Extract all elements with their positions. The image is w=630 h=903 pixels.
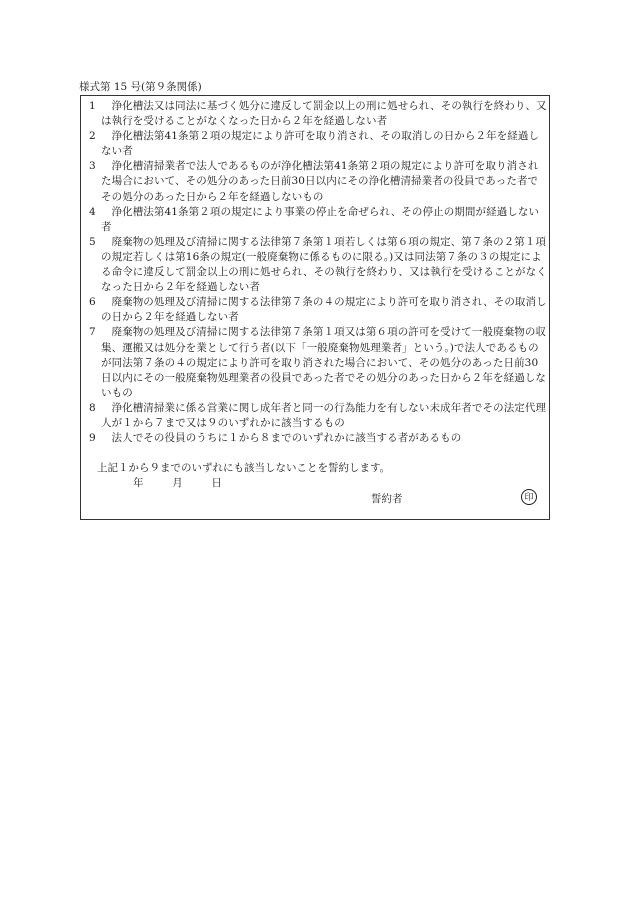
clause-text: 廃棄物の処理及び清掃に関する法律第７条第１項又は第６項の許可を受けて一般廃棄物の収集、運搬又は処分を業として行う者(以下「一般廃棄物処理業者」という。)で法人であるものが同法第７条の４の規定により許可を取り消された場合において、その処分のあった日前30日以内にその一般廃棄物処理業者の役員であった者でその処分のあった日から２年を経過しないもの bbox=[101, 326, 547, 399]
clause-text: 浄化槽法第41条第２項の規定により許可を取り消され、その取消しの日から２年を経過しない者 bbox=[101, 130, 540, 158]
pledge-form-box bbox=[80, 95, 550, 520]
clause-number: 8 bbox=[89, 401, 96, 414]
clause-number: 9 bbox=[89, 432, 96, 445]
clause-number: 3 bbox=[89, 160, 96, 173]
clause-9 bbox=[88, 431, 548, 446]
clause-number: 5 bbox=[89, 235, 96, 248]
clause-5 bbox=[88, 235, 548, 295]
clause-8 bbox=[88, 401, 548, 431]
clause-6 bbox=[88, 295, 548, 325]
signer-label: 誓約者 bbox=[371, 493, 403, 505]
date-line bbox=[133, 476, 222, 490]
clause-text: 廃棄物の処理及び清掃に関する法律第７条の４の規定により許可を取り消され、その取消しの日から２年を経過しない者 bbox=[101, 296, 547, 324]
clause-number: 7 bbox=[89, 326, 96, 339]
clause-4 bbox=[88, 205, 548, 235]
year-label: 年 bbox=[133, 477, 144, 489]
clause-1 bbox=[88, 99, 548, 129]
clause-2 bbox=[88, 129, 548, 159]
clause-3 bbox=[88, 159, 548, 204]
clause-7 bbox=[88, 325, 548, 400]
pledge-statement: 上記１から９までのいずれにも該当しないことを誓約します。 bbox=[97, 462, 391, 474]
disqualification-clauses bbox=[88, 99, 548, 446]
clause-text: 法人でその役員のうちに１から８までのいずれかに該当する者があるもの bbox=[111, 432, 462, 445]
clause-number: 4 bbox=[89, 205, 96, 218]
clause-text: 浄化槽清掃業者で法人であるものが浄化槽法第41条第２項の規定により許可を取り消された場合において、その処分のあった日前30日以内にその浄化槽清掃業者の役員であった者でその処分のあった日から２年を経過しないもの bbox=[101, 160, 539, 203]
clause-number: 6 bbox=[89, 296, 96, 309]
form-title: 様式第 15 号(第９条関係) bbox=[79, 81, 202, 93]
day-label: 日 bbox=[211, 477, 222, 489]
clause-text: 浄化槽法又は同法に基づく処分に違反して罰金以上の刑に処せられ、その執行を終わり、又は執行を受けることがなくなった日から２年を経過しない者 bbox=[101, 100, 547, 128]
seal-icon: 印 bbox=[521, 489, 537, 505]
clause-text: 廃棄物の処理及び清掃に関する法律第７条第１項若しくは第６項の規定、第７条の２第１項の規定若しくは第16条の規定(一般廃棄物に係るものに限る。)又は同法第７条の３の規定による命令に違反して罰金以上の刑に処せられ、その執行を終わり、又は執行を受けることがなくなった日から２年を経過しない者 bbox=[101, 235, 547, 294]
clause-text: 浄化槽清掃業に係る営業に関し成年者と同一の行為能力を有しない未成年者でその法定代理人が１から７まで又は９のいずれかに該当するもの bbox=[101, 401, 547, 429]
clause-number: 1 bbox=[89, 100, 96, 112]
month-label: 月 bbox=[172, 477, 183, 489]
clause-number: 2 bbox=[89, 130, 96, 143]
clause-text: 浄化槽法第41条第２項の規定により事業の停止を命ぜられ、その停止の期間が経過しない者 bbox=[101, 205, 540, 233]
